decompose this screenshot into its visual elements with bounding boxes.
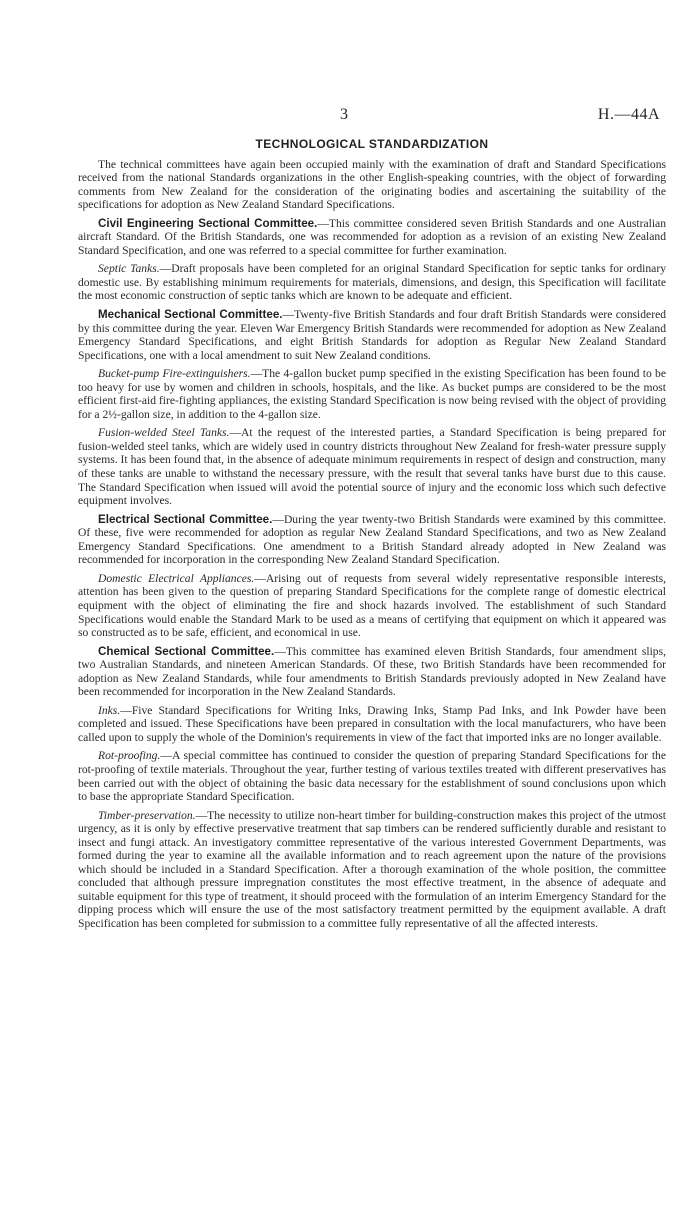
- paragraph-text: —Draft proposals have been completed for an original Standard Specification for septic tanks for ordinary domestic use. By establishing minimum requirements for materials, dimensions, and design, this Specification will facilitate the most economic construction of septic tanks which are known to be adequate and efficient.: [78, 262, 666, 303]
- paragraph-intro: [78, 158, 666, 212]
- paragraph-steel-tanks: [78, 426, 666, 507]
- paragraph-inks: [78, 704, 666, 745]
- paragraph-text: —Arising out of requests from several widely representative responsible interests, attention has been given to the question of preparing Standard Specifications for the complete range of domestic electrical equipment with the object of eliminating the fire and shock hazards involved. The establishment of such Standard Specifications would enable the Standard Mark to be used as a means of certifying that equipment on which it appeared was so constructed as to be safe, efficient, and economical in use.: [78, 571, 666, 640]
- paragraph-bucket-pump: [78, 367, 666, 421]
- document-body: [78, 138, 666, 936]
- paragraph-civil-engineering: [78, 217, 666, 258]
- paragraph-text: —During the year twenty-two British Standards were examined by this committee. Of these, five were recommended for adoption as regular New Zealand Standard Specifications, and two as New Zealand Emergency Standard Specifications. One amendment to a British Standard already adopted in New Zealand was recommended for incorporation in the corresponding New Zealand Standard Specification.: [78, 512, 667, 567]
- paragraph-text: —A special committee has continued to consider the question of preparing Standard Specifications for the rot-proofing of textile materials. Throughout the year, further testing of various textiles treated with different preservatives has been carried out with the object of obtaining the basic data necessary for the establishment of sound conclusions upon which to base the appropriate Standard Specification.: [78, 749, 666, 804]
- paragraph-mechanical: [78, 308, 666, 362]
- paragraph-electrical: [78, 513, 666, 567]
- paragraph-text: —The necessity to utilize non-heart timber for building-construction makes this project of the utmost urgency, as it is only by effective preservative treatment that sap timbers can be rendered sufficiently durable and resistant to insect and fungi attack. An investigatory committee representative of the various interested Government Departments, was formed during the year to examine all the available information and to reach agreement upon the nature of the provisions which should be included in a Standard Specification. After a thorough examination of the whole position, the committee concluded that although pressure impregnation constitutes the most effective treatment, in the absence of adequate and suitable equipment for this type of treatment, it should proceed with the formulation of an interim Emergency Standard for the dipping process which will ensure the use of the most satisfactory treatment permitted by the equipment available. A draft Specification has been completed for submission to a committee fully representative of all the affected interests.: [78, 808, 666, 930]
- page-number: 3: [340, 106, 348, 123]
- subsection-heading: Septic Tanks.: [98, 262, 160, 276]
- paragraph-text: —This committee has examined eleven British Standards, four amendment slips, two Australian Standards, and nineteen American Standards. Of these, two British Standards have been recommended for adoption as New Zealand Standards, while four amendments to British Standards previously adopted in New Zealand have been recommended for incorporation in the New Zealand Standards.: [78, 644, 667, 699]
- paragraph-text: The technical committees have again been occupied mainly with the examination of draft and Standard Specifications received from the national Standards organizations in the other English-speaking countries, with the object of forwarding comments from New Zealand for the consideration of the originating bodies and ascertaining the suitability of the specifications for adoption as New Zealand Standard Specifications.: [78, 157, 666, 212]
- subsection-heading: Rot-proofing.: [98, 749, 161, 763]
- subsection-heading: Timber-preservation.: [98, 808, 196, 822]
- subsection-heading: Bucket-pump Fire-extinguishers.: [98, 367, 251, 381]
- paragraph-text: —This committee considered seven British Standards and one Australian aircraft Standard. Of the British Standards, one was recommended for adoption as a revision of an existing New Zealand Standard Specification, and one was referred to a special committee for further examination.: [78, 216, 666, 257]
- paragraph-text: —At the request of the interested parties, a Standard Specification is being prepared for fusion-welded steel tanks, which are widely used in country districts throughout New Zealand for fresh-water pressure supply systems. It has been found that, in the absence of adequate minimum requirements in respect of design and construction, many of these tanks are unable to withstand the necessary pressure, with the result that several tanks have burst due to this cause. The Standard Specification when issued will avoid the potential source of injury and the economic loss which such defective equipment involves.: [78, 426, 666, 508]
- subsection-heading: Domestic Electrical Appliances.: [98, 571, 255, 585]
- subsection-heading: Inks.: [98, 703, 121, 717]
- page-header: [0, 106, 700, 128]
- paragraph-domestic-appliances: [78, 572, 666, 640]
- paragraph-septic-tanks: [78, 262, 666, 303]
- document-title: TECHNOLOGICAL STANDARDIZATION: [255, 137, 489, 151]
- subsection-heading: Fusion-welded Steel Tanks.: [98, 426, 230, 440]
- paragraph-text: —Twenty-five British Standards and four draft British Standards were considered by this committee during the year. Eleven War Emergency British Standards were recommended for adoption as New Zealand Emergency Standard Specifications, and eight British Standards for adoption as Regular New Zealand Standard Specifications, one with a local amendment to suit New Zealand conditions.: [78, 308, 667, 362]
- section-heading: Electrical Sectional Committee.: [98, 512, 273, 526]
- paragraph-text: —Five Standard Specifications for Writing Inks, Drawing Inks, Stamp Pad Inks, and Ink Powder have been completed and issued. These Specifications have been prepared in consultation with the local manufacturers, who have been called upon to supply the whole of the Dominion's requirements in view of the fact that imported inks are no longer available.: [78, 703, 666, 744]
- paragraph-timber-preservation: [78, 809, 666, 931]
- paragraph-chemical: [78, 645, 666, 699]
- paragraph-rot-proofing: [78, 749, 666, 803]
- document-reference: H.—44A: [597, 106, 660, 123]
- section-heading: Civil Engineering Sectional Committee.: [98, 216, 318, 230]
- paragraph-text: —The 4-gallon bucket pump specified in the existing Specification has been found to be too heavy for use by women and children in schools, hospitals, and the like. As bucket pumps are considered to be the most efficient first-aid fire-fighting appliances, the existing Standard Specification is now being revised with the object of providing for a 2½-gallon size, in addition to the 4-gallon size.: [78, 367, 667, 421]
- section-heading: Mechanical Sectional Committee.: [98, 308, 283, 322]
- section-heading: Chemical Sectional Committee.: [98, 644, 275, 658]
